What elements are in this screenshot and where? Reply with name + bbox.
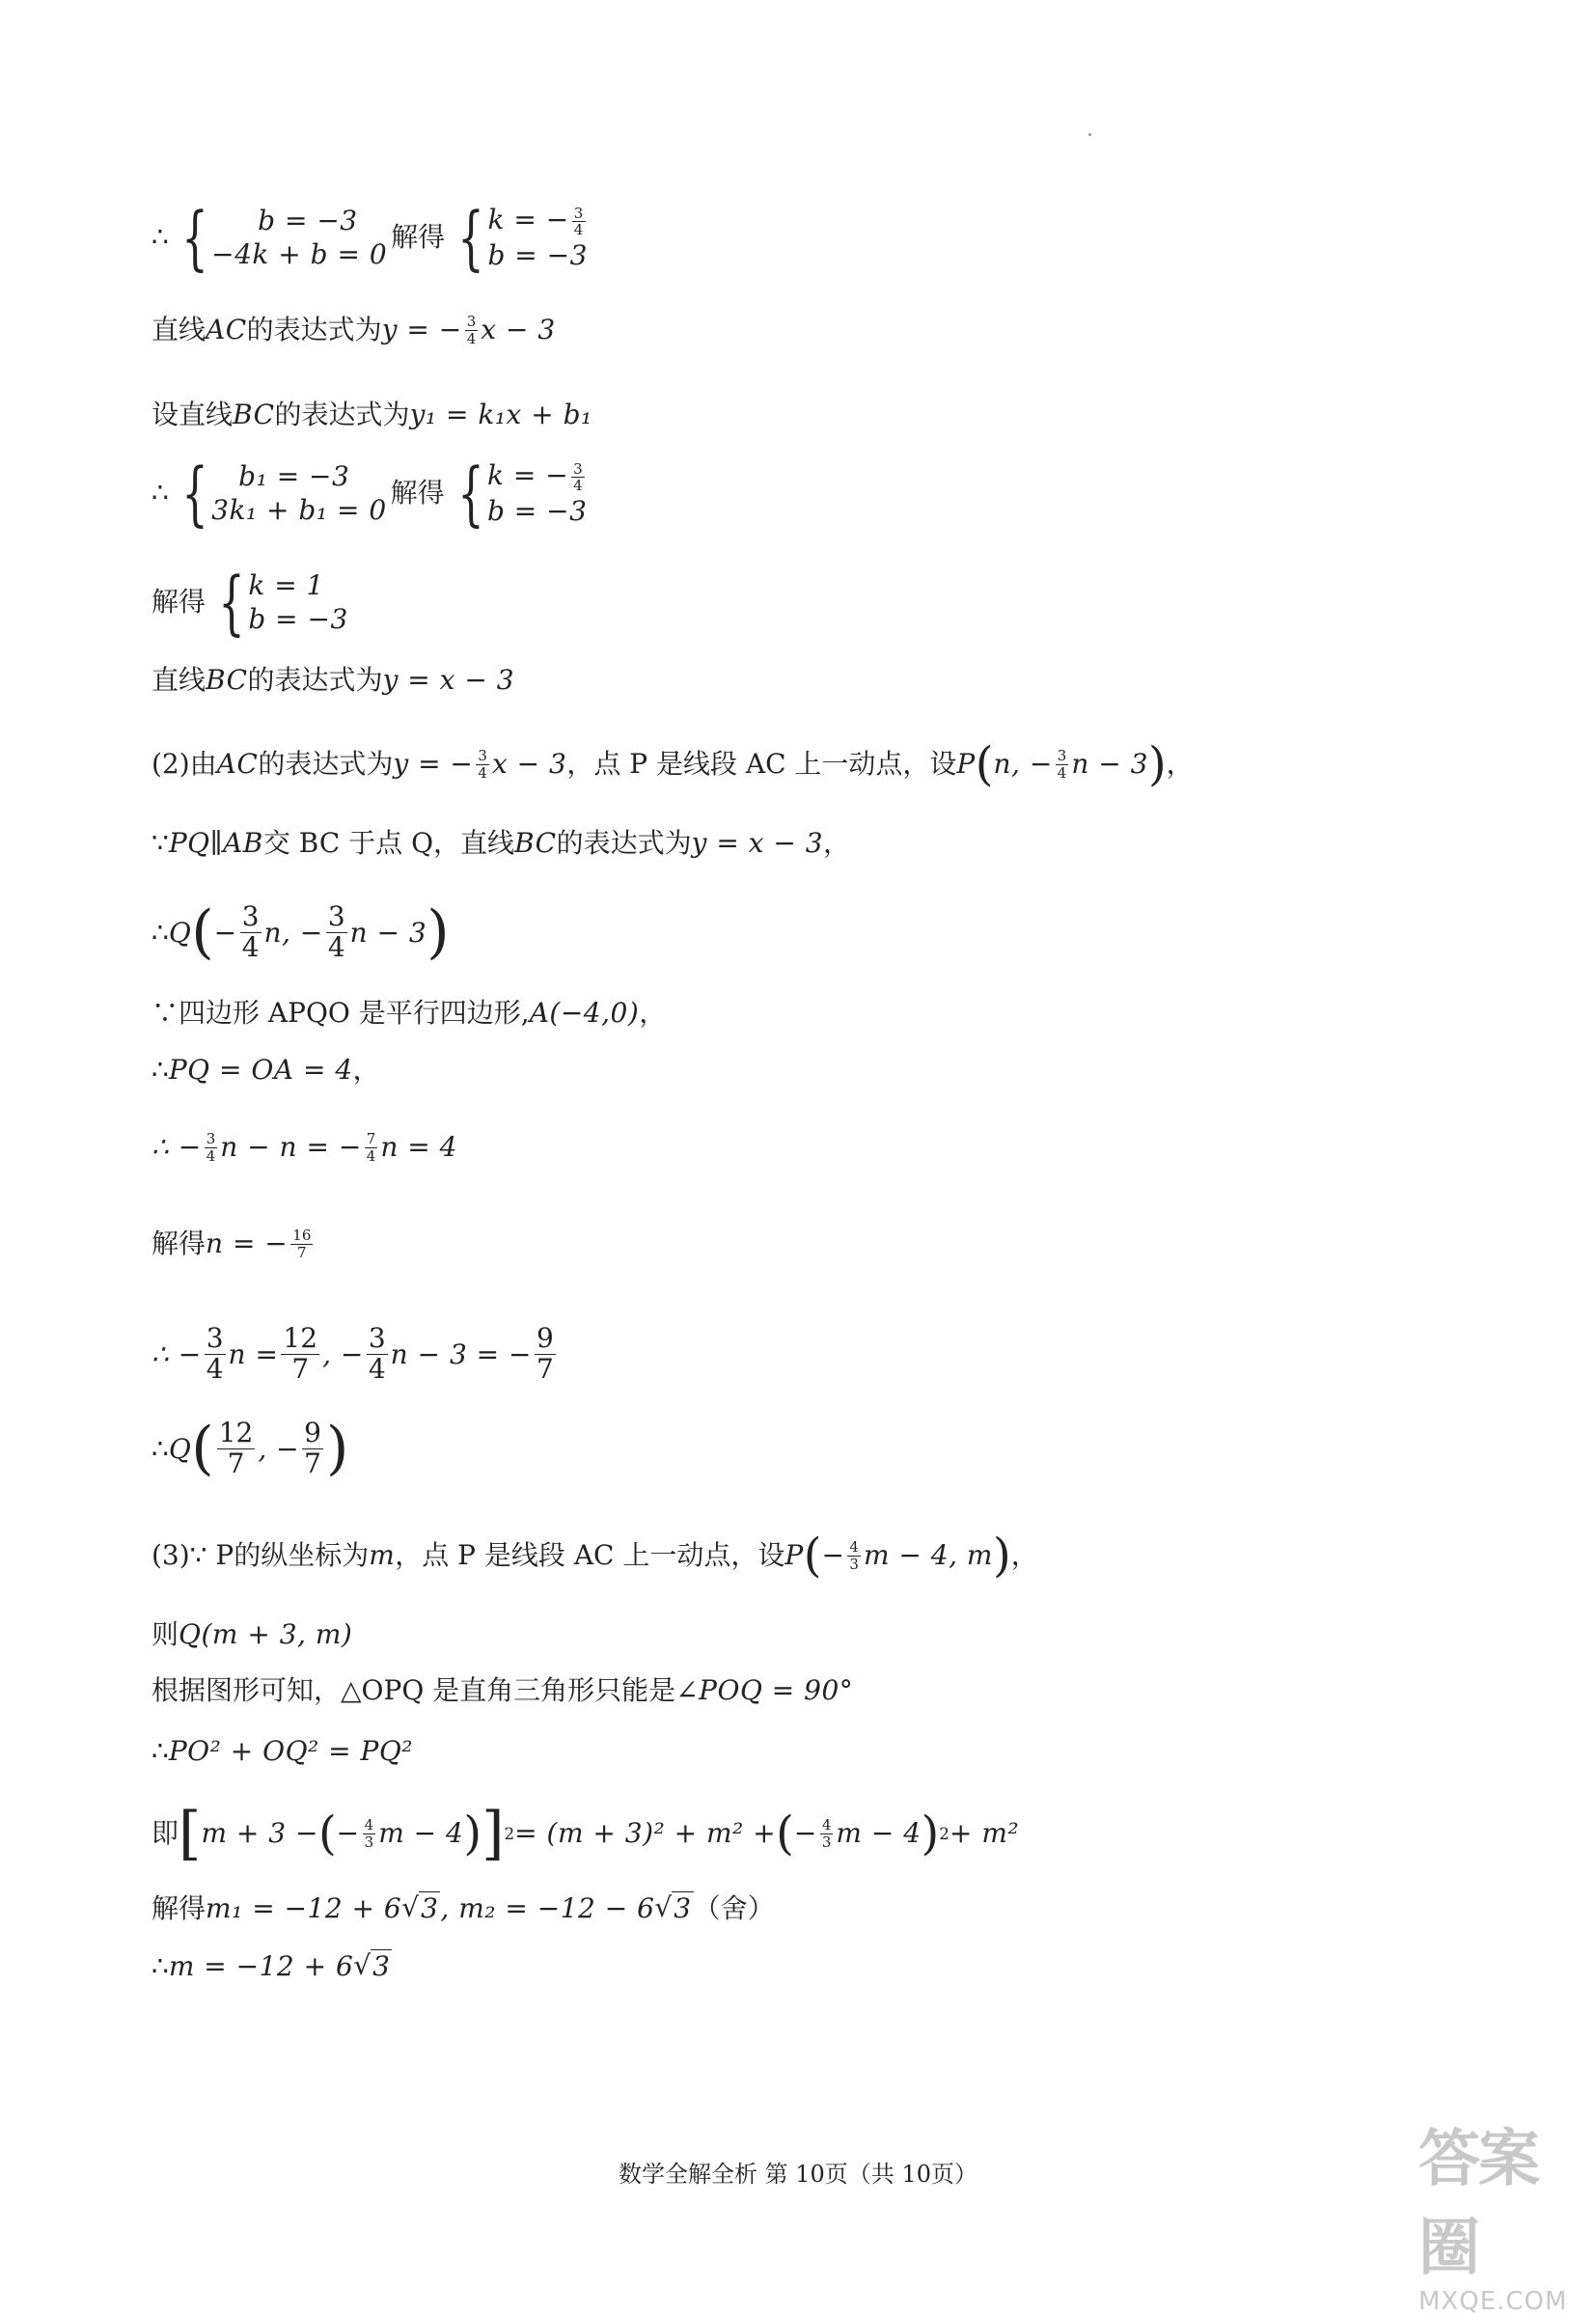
system-3: 解得 { k = 1 b = −3	[151, 562, 348, 643]
pq-equals-oa: ∴ PQ = OA = 4 ，	[151, 1054, 380, 1086]
pythagoras: ∴ PO² + OQ² = PQ²	[151, 1735, 414, 1767]
watermark-mark: 答案圈	[1418, 2123, 1538, 2284]
system-1: ∴ { b = −3 −4k + b = 0 解得 { k = − $\frac{3}{4}$ b = −3	[151, 197, 588, 278]
part-2-intro: (2)由 AC 的表达式为 y = − $\frac{3}{4}$ x − 3 ，点 P 是线段 AC 上一动点，设 P ( n, − $\frac{3}{4}$ n − 3 ) ，	[151, 737, 1194, 791]
therefore-symbol: ∴	[151, 221, 169, 254]
q-result: ∴ Q ( $\frac{12}{7}$ , − $\frac{9}{7}$ )	[151, 1415, 349, 1483]
ac-expression: 直线 AC 的表达式为 y = − $\frac{3}{4}$ x − 3	[151, 313, 556, 347]
expanded-equation: 即 [ m + 3 − ( − $\frac{4}{3}$ m − 4 ) ] 2 = (m + 3)² + m² + ( − $\frac{4}{3}$ m − 4 ) 2 + m²	[151, 1800, 1020, 1867]
bc-setup: 设直线 BC 的表达式为 y₁ = k₁x + b₁	[151, 399, 592, 430]
system-2: ∴ { b₁ = −3 3k₁ + b₁ = 0 解得 { k = − $\frac{3}{4}$ b = −3	[151, 453, 588, 534]
n-solution: 解得 n = − $\frac{16}{7}$	[151, 1227, 312, 1261]
coordinate-values: ∴ − $\frac{3}{4}$ n = $\frac{12}{7}$ , − $\frac{3}{4}$ n − 3 = − $\frac{9}{7}$	[151, 1322, 554, 1385]
parallelogram-statement: ∵四边形 APQO 是平行四边形, A(−4,0) ，	[151, 997, 667, 1029]
solution-system: { k = − $\frac{3}{4}$ b = −3	[457, 197, 588, 278]
q-from-m: 则 Q(m + 3, m)	[151, 1618, 353, 1650]
equation-system: { b = −3 −4k + b = 0	[181, 197, 388, 278]
n-equation: ∴ − $\frac{3}{4}$ n − n = − $\frac{7}{4}$ n = 4	[151, 1130, 457, 1165]
m-solutions: 解得 m₁ = −12 + 6 √ 3 , m₂ = −12 − 6 √ 3 （舍）	[151, 1891, 775, 1924]
q-coordinates: ∴ Q ( − $\frac{3}{4}$ n, − $\frac{3}{4}$ n − 3 )	[151, 898, 450, 967]
part-3-intro: (3)∵ P的纵坐标为 m ，点 P 是线段 AC 上一动点，设 P ( − $\frac{4}{3}$ m − 4, m ) ，	[151, 1529, 1038, 1583]
stray-dot	[1088, 133, 1091, 136]
m-final: ∴ m = −12 + 6 √ 3	[151, 1949, 391, 1982]
watermark-logo	[1418, 2109, 1582, 2316]
right-angle-statement: 根据图形可知，△OPQ 是直角三角形只能是 ∠POQ = 90°	[151, 1674, 854, 1706]
page-footer: 数学全解全析 第 10页（共 10页）	[619, 2161, 977, 2188]
parallel-statement: ∵ PQ∥AB 交 BC 于点 Q，直线 BC 的表达式为 y = x − 3 ，	[151, 827, 851, 859]
bc-expression: 直线 BC 的表达式为 y = x − 3	[151, 664, 515, 696]
watermark-url: MXQE.COM	[1418, 2287, 1568, 2316]
